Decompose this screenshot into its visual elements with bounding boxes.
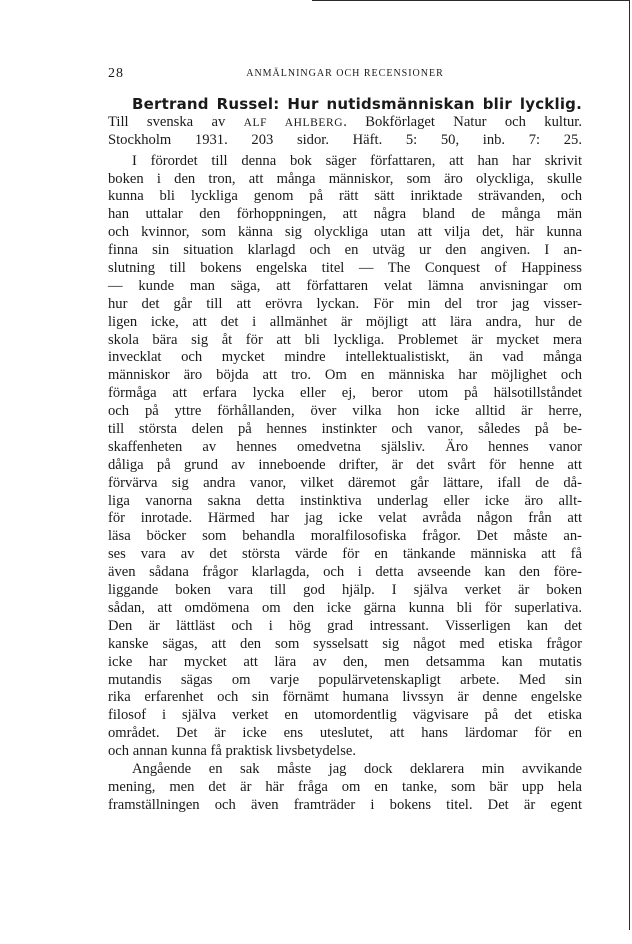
text-line: slutning till bokens engelska titel — The Conquest of Happiness xyxy=(108,260,582,277)
text-line: mening, men det är här fråga om en tanke, som bär upp hela xyxy=(108,778,582,795)
page-body xyxy=(108,96,582,815)
biblio-line-2: Stockholm 1931. 203 sidor. Häft. 5: 50, inb. 7: 25. xyxy=(108,131,582,148)
text-line: I förordet till denna bok säger författaren, att han har skrivit xyxy=(132,152,582,169)
text-line: dåliga på grund av inneboende drifter, är det svårt för henne att xyxy=(108,456,582,473)
text-line: Den är lättläst och i hög grad intressant. Visserligen kan det xyxy=(108,617,582,634)
paragraph xyxy=(108,761,582,815)
text-line: boken i den tron, att många människor, som äro olyckliga, skulle xyxy=(108,170,582,187)
text-line: mutandis sägas om varje populärvetenskapligt arbete. Med sin xyxy=(108,671,582,688)
review-text xyxy=(108,153,582,815)
right-edge-rule xyxy=(629,0,630,930)
text-line: han uttalar den förhoppningen, att några bland de många män xyxy=(108,206,582,223)
text-line: liggande boken vara till god hjälp. I själva verket är boken xyxy=(108,582,582,599)
running-head: ANMÄLNINGAR OCH RECENSIONER xyxy=(246,68,444,79)
text-line: filosof i själva verket en utomordentlig vägvisare på det etiska xyxy=(108,707,582,724)
text-line: ses vara av det största värde för en tänkande människa att få xyxy=(108,546,582,563)
text-line: — kunde man säga, att författaren velat lämna anvisningar om xyxy=(108,277,582,294)
text-line: och annan kunna få praktisk livsbetydelse. xyxy=(108,743,357,760)
text-line: och kvinnor, som känna sig olyckliga utan att vilja det, här kunna xyxy=(108,224,582,241)
text-line: kunna bli lyckliga genom på rätt sätt inriktade strävanden, och xyxy=(108,188,582,205)
text-line: och på yttre förhållanden, över vilka hon icke alltid är herre, xyxy=(108,403,582,420)
text-line: för inrotade. Härmed har jag icke velat avråda någon från att xyxy=(108,510,582,527)
text-line: till största delen på hennes instinkter och vanor, således på be- xyxy=(108,421,582,438)
text-line: framställningen och även framträder i bokens titel. Det är egent xyxy=(108,796,582,813)
translator-name: ALF AHLBERG xyxy=(243,116,344,129)
text-line: människor äro böjda att tro. Om en människa har möjlighet och xyxy=(108,367,582,384)
biblio-line-1 xyxy=(108,114,582,132)
text-line: hur det går till att erövra lyckan. För min del tror jag visser- xyxy=(108,295,582,312)
page-number: 28 xyxy=(108,66,124,81)
text-line: området. Det är icke ens uteslutet, att hans lärdomar för en xyxy=(108,725,582,742)
text-line: ligen icke, att det i allmänhet är möjligt att lära andra, hur de xyxy=(108,313,582,330)
review-title: Bertrand Russel: Hur nutidsmänniskan blir lycklig. xyxy=(132,95,582,113)
biblio-publisher: . Bokförlaget Natur och kultur. xyxy=(343,113,583,130)
text-line: sådan, att omdömena om den icke gärna kunna bli för superlativa. xyxy=(108,599,582,616)
text-line: liga vanorna sakna detta instinktiva underlag eller icke äro allt- xyxy=(108,492,582,509)
text-line: skaffenheten av hennes omedvetna själsliv. Äro hennes vanor xyxy=(108,438,582,455)
text-line: icke har mycket att lära av den, men detsamma kan mutatis xyxy=(108,653,582,670)
text-line: kanske sägas, att den som sysselsatt sig något med etiska frågor xyxy=(108,635,582,652)
text-line: förmåga att erfara lycka eller ej, beror utom på hälsotillståndet xyxy=(108,385,582,402)
text-line: rika erfarenhet och sin förnämt humana livssyn är denne engelske xyxy=(108,689,582,706)
text-line: Angående en sak måste jag dock deklarera min avvikande xyxy=(132,760,582,777)
page-header xyxy=(108,66,582,84)
text-line: skola bära sig åt för att bli lyckliga. Problemet är mycket mera xyxy=(108,331,582,348)
paragraph xyxy=(108,153,582,761)
text-line: invecklat och mycket mindre intellektualistiskt, än vad många xyxy=(108,349,582,366)
text-line: även sådana frågor klarlagda, och i detta avseende kan den före- xyxy=(108,564,582,581)
text-line: förvärva sig andra vanor, vilket däremot går lättare, ifall de då- xyxy=(108,474,582,491)
biblio-translation-prefix: Till svenska av xyxy=(108,113,226,130)
top-edge-rule xyxy=(312,0,630,1)
text-line: läsa böcker som behandla moralfilosofiska frågor. Det måste an- xyxy=(108,528,582,545)
text-line: finna sin situation klarlagd och en utväg ur den angiven. I an- xyxy=(108,242,582,259)
